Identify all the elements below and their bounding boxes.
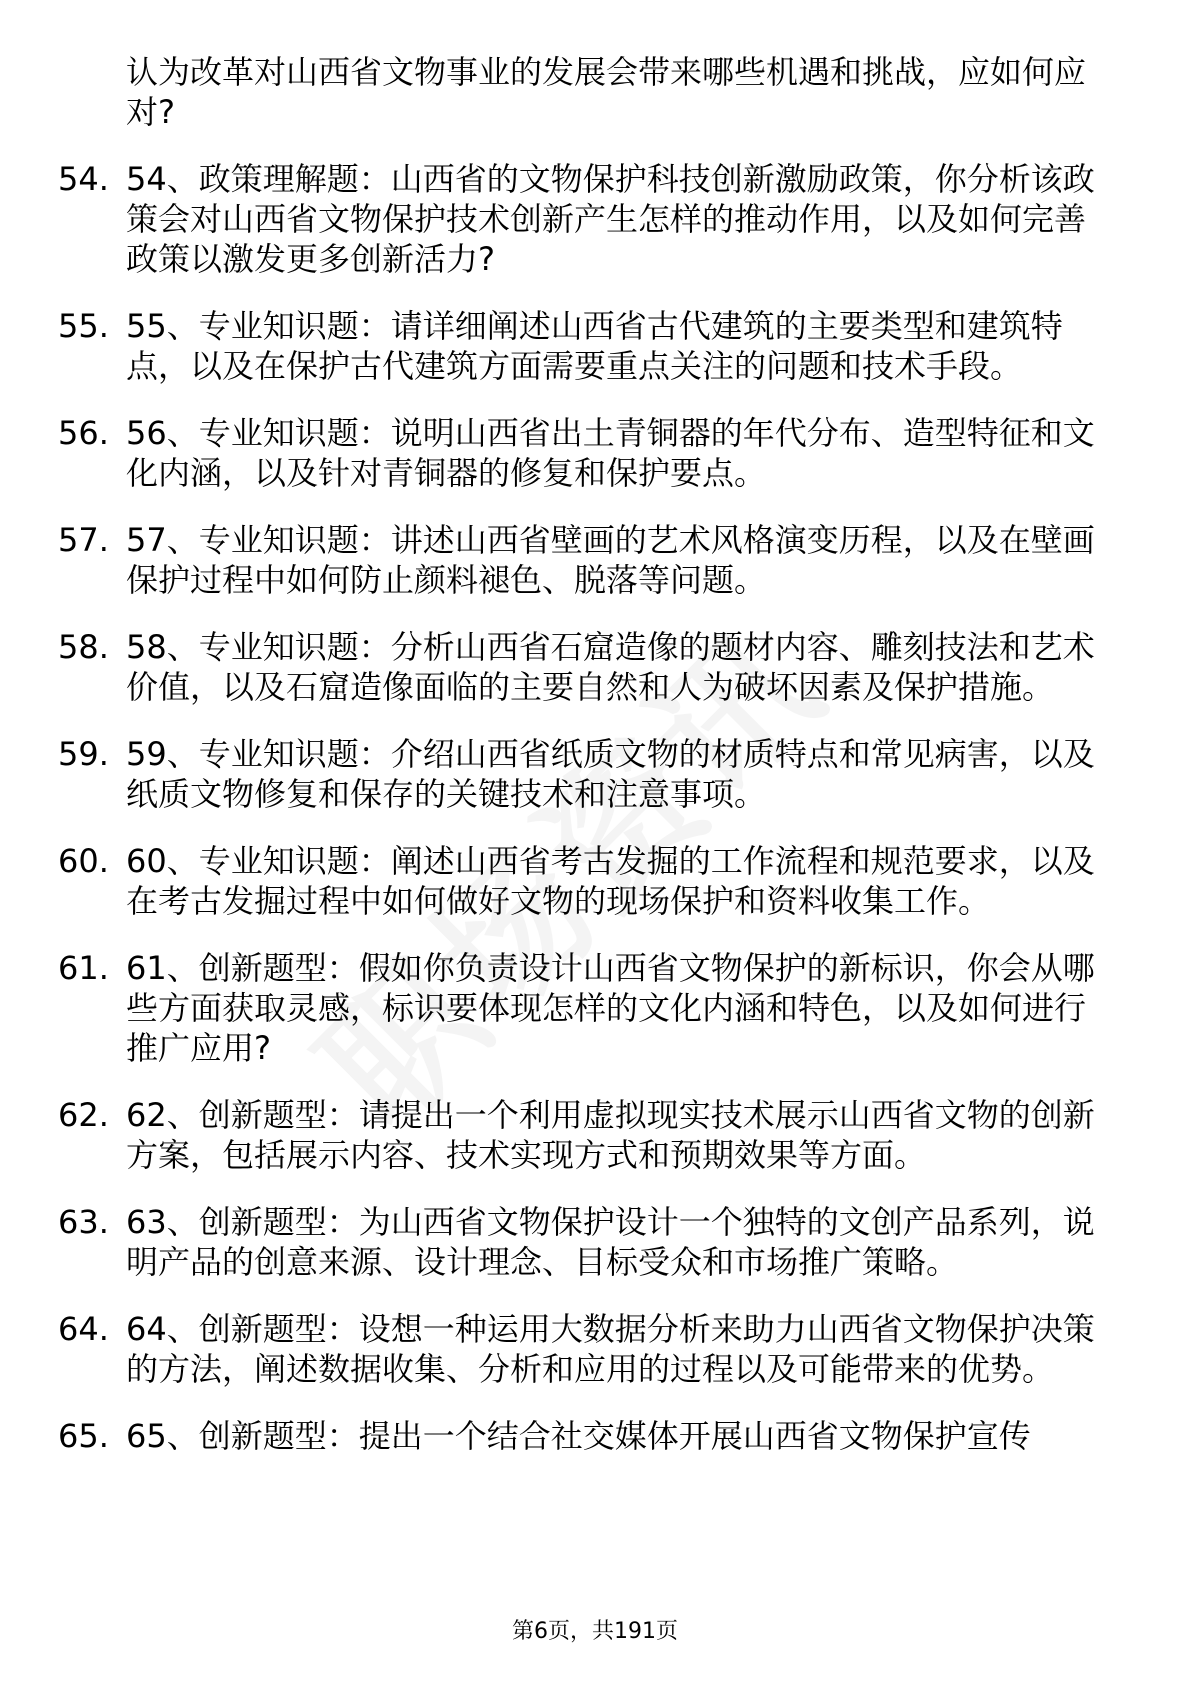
item-number: 59. [58,735,109,773]
item-text: 64、创新题型：设想一种运用大数据分析来助力山西省文物保护决策的方法，阐述数据收集、分析和应用的过程以及可能带来的优势。 [126,1310,1095,1388]
list-item [0,1202,1190,1282]
item-number: 65. [58,1417,109,1455]
continuation-text: 认为改革对山西省文物事业的发展会带来哪些机遇和挑战，应如何应对? [126,53,1087,131]
item-number: 56. [58,414,109,452]
list-item [0,159,1190,279]
list-item [0,520,1190,600]
item-text: 62、创新题型：请提出一个利用虚拟现实技术展示山西省文物的创新方案，包括展示内容、技术实现方式和预期效果等方面。 [126,1096,1095,1174]
list-item [0,413,1190,493]
item-number: 58. [58,628,109,666]
item-number: 57. [58,521,109,559]
list-item [0,306,1190,386]
item-text: 60、专业知识题：阐述山西省考古发掘的工作流程和规范要求，以及在考古发掘过程中如何做好文物的现场保护和资料收集工作。 [126,842,1095,920]
item-text: 58、专业知识题：分析山西省石窟造像的题材内容、雕刻技法和艺术价值，以及石窟造像面临的主要自然和人为破坏因素及保护措施。 [126,628,1095,706]
item-number: 63. [58,1203,109,1241]
item-number: 64. [58,1310,109,1348]
item-text: 56、专业知识题：说明山西省出土青铜器的年代分布、造型特征和文化内涵，以及针对青铜器的修复和保护要点。 [126,414,1095,492]
item-text: 54、政策理解题：山西省的文物保护科技创新激励政策，你分析该政策会对山西省文物保护技术创新产生怎样的推动作用，以及如何完善政策以激发更多创新活力? [126,160,1095,278]
page-footer: 第6页，共191页 [512,1619,678,1644]
item-number: 55. [58,307,109,345]
item-text: 65、创新题型：提出一个结合社交媒体开展山西省文物保护宣传 [126,1417,1031,1455]
list-item [0,627,1190,707]
list-item [0,1095,1190,1175]
item-number: 54. [58,160,109,198]
item-text: 63、创新题型：为山西省文物保护设计一个独特的文创产品系列，说明产品的创意来源、设计理念、目标受众和市场推广策略。 [126,1203,1095,1281]
item-text: 57、专业知识题：讲述山西省壁画的艺术风格演变历程，以及在壁画保护过程中如何防止颜料褪色、脱落等问题。 [126,521,1095,599]
item-number: 61. [58,949,109,987]
item-text: 55、专业知识题：请详细阐述山西省古代建筑的主要类型和建筑特点，以及在保护古代建筑方面需要重点关注的问题和技术手段。 [126,307,1063,385]
list-item [0,948,1190,1068]
item-number: 62. [58,1096,109,1134]
item-text: 61、创新题型：假如你负责设计山西省文物保护的新标识，你会从哪些方面获取灵感，标识要体现怎样的文化内涵和特色，以及如何进行推广应用? [126,949,1095,1067]
list-item [0,1416,1190,1456]
continuation-paragraph [0,52,1190,132]
list-item [0,734,1190,814]
item-number: 60. [58,842,109,880]
list-item [0,841,1190,921]
question-list [0,52,1190,1483]
list-item [0,1309,1190,1389]
item-text: 59、专业知识题：介绍山西省纸质文物的材质特点和常见病害，以及纸质文物修复和保存的关键技术和注意事项。 [126,735,1095,813]
